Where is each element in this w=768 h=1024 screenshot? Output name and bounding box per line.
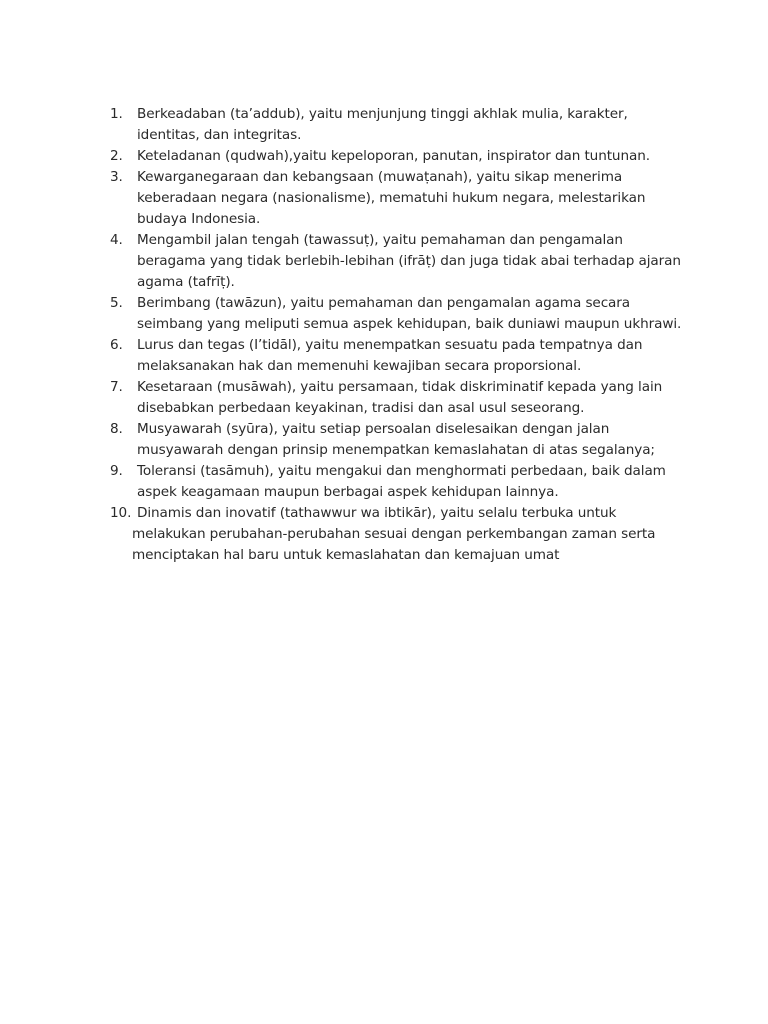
- list-item: [110, 146, 690, 167]
- item-text: Keteladanan (qudwah),yaitu kepeloporan, panutan, inspirator dan tuntunan.: [137, 148, 650, 164]
- item-text: Mengambil jalan tengah (tawassuṭ), yaitu pemahaman dan pengamalan beragama yang tidak berlebih-lebihan (ifrāṭ) dan juga tidak abai terhadap ajaran agama (tafrīṭ).: [137, 232, 681, 290]
- item-number: 3.: [110, 169, 123, 185]
- item-text: Berkeadaban (ta’addub), yaitu menjunjung tinggi akhlak mulia, karakter, identitas, dan integritas.: [137, 106, 628, 143]
- item-number: 5.: [110, 295, 123, 311]
- item-number: 2.: [110, 148, 123, 164]
- list-item: [110, 335, 690, 377]
- item-number: 10.: [110, 505, 132, 521]
- list-item: [110, 167, 690, 230]
- item-text: Kesetaraan (musāwah), yaitu persamaan, tidak diskriminatif kepada yang lain disebabkan perbedaan keyakinan, tradisi dan asal usul seseorang.: [137, 379, 663, 416]
- list-item: [110, 461, 690, 503]
- item-text: Dinamis dan inovatif (tathawwur wa ibtikār), yaitu selalu terbuka untuk melakukan perubahan-perubahan sesuai dengan perkembangan zaman serta menciptakan hal baru untuk kemaslahatan dan kemajuan umat: [132, 505, 656, 563]
- list-item: [110, 293, 690, 335]
- item-text: Toleransi (tasāmuh), yaitu mengakui dan menghormati perbedaan, baik dalam aspek keagamaan maupun berbagai aspek kehidupan lainnya.: [137, 463, 666, 500]
- item-number: 9.: [110, 463, 123, 479]
- numbered-list: [110, 104, 690, 566]
- item-text: Kewarganegaraan dan kebangsaan (muwaṭanah), yaitu sikap menerima keberadaan negara (nasionalisme), mematuhi hukum negara, melestarikan budaya Indonesia.: [137, 169, 646, 227]
- item-number: 6.: [110, 337, 123, 353]
- item-number: 7.: [110, 379, 123, 395]
- list-item: [110, 104, 690, 146]
- item-number: 4.: [110, 232, 123, 248]
- list-item: [110, 419, 690, 461]
- list-item: [110, 230, 690, 293]
- item-number: 8.: [110, 421, 123, 437]
- item-text: Musyawarah (syūra), yaitu setiap persoalan diselesaikan dengan jalan musyawarah dengan prinsip menempatkan kemaslahatan di atas segalanya;: [137, 421, 655, 458]
- item-number: 1.: [110, 106, 123, 122]
- list-item: [110, 503, 690, 566]
- item-text: Lurus dan tegas (I’tidāl), yaitu menempatkan sesuatu pada tempatnya dan melaksanakan hak dan memenuhi kewajiban secara proporsional.: [137, 337, 643, 374]
- item-text: Berimbang (tawāzun), yaitu pemahaman dan pengamalan agama secara seimbang yang meliputi semua aspek kehidupan, baik duniawi maupun ukhrawi.: [137, 295, 682, 332]
- list-item: [110, 377, 690, 419]
